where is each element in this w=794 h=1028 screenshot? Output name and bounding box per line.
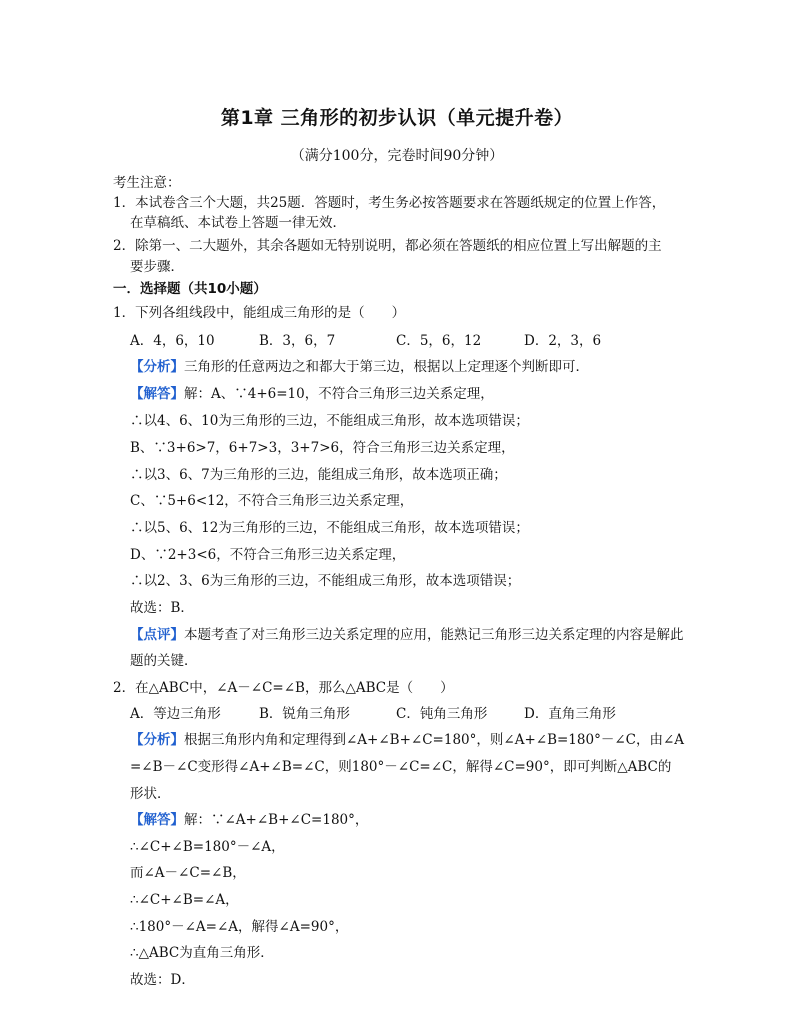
question-2-analysis-line-3: 形状．	[130, 786, 171, 802]
question-2-answer-line: ∴∠C+∠B=∠A，	[130, 892, 239, 908]
option-c: C．钝角三角形	[396, 706, 488, 722]
question-1-stem: 1．下列各组线段中，能组成三角形的是（ ）	[113, 305, 406, 321]
option-d: D．2，3，6	[524, 333, 602, 349]
section-heading: 一．选择题（共10小题）	[113, 281, 267, 297]
question-2-answer-line	[130, 810, 368, 830]
question-2-analysis	[130, 730, 684, 750]
question-2-answer-line: ∴△ABC为直角三角形．	[130, 945, 274, 961]
question-1-answer-line: 故选：B．	[130, 600, 194, 616]
option-b: B．3，6，7	[259, 333, 336, 349]
answer-text: 解：∵∠A+∠B+∠C=180°，	[184, 812, 369, 828]
question-1-answer-line: B、∵3+6>7，6+7>3，3+7>6，符合三角形三边关系定理，	[130, 440, 515, 456]
analysis-tag: 【分析】	[130, 732, 184, 748]
analysis-tag: 【分析】	[130, 359, 184, 375]
question-2-answer-line: ∴180°－∠A=∠A，解得∠A=90°，	[130, 919, 349, 935]
question-1-answer-line: ∴以4、6、10为三角形的三边，不能组成三角形，故本选项错误；	[130, 413, 529, 429]
page-title: 第1章 三角形的初步认识（单元提升卷）	[220, 107, 574, 129]
notice-heading: 考生注意：	[113, 175, 181, 191]
question-1-answer-line: C、∵5+6<12，不符合三角形三边关系定理，	[130, 493, 414, 509]
question-1-comment	[130, 625, 684, 645]
answer-tag: 【解答】	[130, 386, 184, 402]
question-1-answer-line: ∴以3、6、7为三角形的三边，能组成三角形，故本选项正确；	[130, 467, 507, 483]
question-1-answer-line: ∴以5、6、12为三角形的三边，不能组成三角形，故本选项错误；	[130, 520, 529, 536]
option-a: A．4，6，10	[130, 333, 215, 349]
notice-item-2-line-2: 要步骤．	[130, 259, 184, 275]
answer-tag: 【解答】	[130, 812, 184, 828]
answer-text: 解：A、∵4+6=10，不符合三角形三边关系定理，	[184, 386, 494, 402]
question-2-answer-line: 故选：D．	[130, 972, 195, 988]
question-1-answer-line: D、∵2+3<6，不符合三角形三边关系定理，	[130, 547, 406, 563]
question-1-comment-line-2: 题的关键．	[130, 653, 198, 669]
notice-item-1-line-1: 1．本试卷含三个大题，共25题．答题时，考生务必按答题要求在答题纸规定的位置上作答，	[113, 195, 666, 211]
question-1-answer-line: ∴以2、3、6为三角形的三边，不能组成三角形，故本选项错误；	[130, 573, 521, 589]
question-2-stem: 2．在△ABC中，∠A－∠C=∠B，那么△ABC是（ ）	[113, 680, 454, 696]
question-2-answer-line: ∴∠C+∠B=180°－∠A，	[130, 839, 285, 855]
comment-text: 本题考查了对三角形三边关系定理的应用，能熟记三角形三边关系定理的内容是解此	[184, 627, 684, 643]
option-b: B．锐角三角形	[259, 706, 350, 722]
notice-item-2-line-1: 2．除第一、二大题外，其余各题如无特别说明，都必须在答题纸的相应位置上写出解题的主	[113, 238, 662, 254]
page-subtitle: （满分100分，完卷时间90分钟）	[290, 148, 504, 164]
option-a: A．等边三角形	[130, 706, 221, 722]
option-d: D．直角三角形	[524, 706, 616, 722]
comment-tag: 【点评】	[130, 627, 184, 643]
notice-item-1-line-2: 在草稿纸、本试卷上答题一律无效．	[130, 215, 346, 231]
analysis-text: 三角形的任意两边之和都大于第三边，根据以上定理逐个判断即可．	[184, 359, 589, 375]
question-2-answer-line: 而∠A－∠C=∠B，	[130, 865, 246, 881]
question-1-analysis	[130, 357, 589, 377]
analysis-text: 根据三角形内角和定理得到∠A+∠B+∠C=180°，则∠A+∠B=180°－∠C，由∠A	[184, 732, 685, 748]
question-1-answer-line	[130, 384, 494, 404]
option-c: C．5，6，12	[396, 333, 482, 349]
question-2-analysis-line-2: =∠B－∠C变形得∠A+∠B=∠C，则180°－∠C=∠C，解得∠C=90°，即可判断△ABC的	[130, 759, 672, 775]
